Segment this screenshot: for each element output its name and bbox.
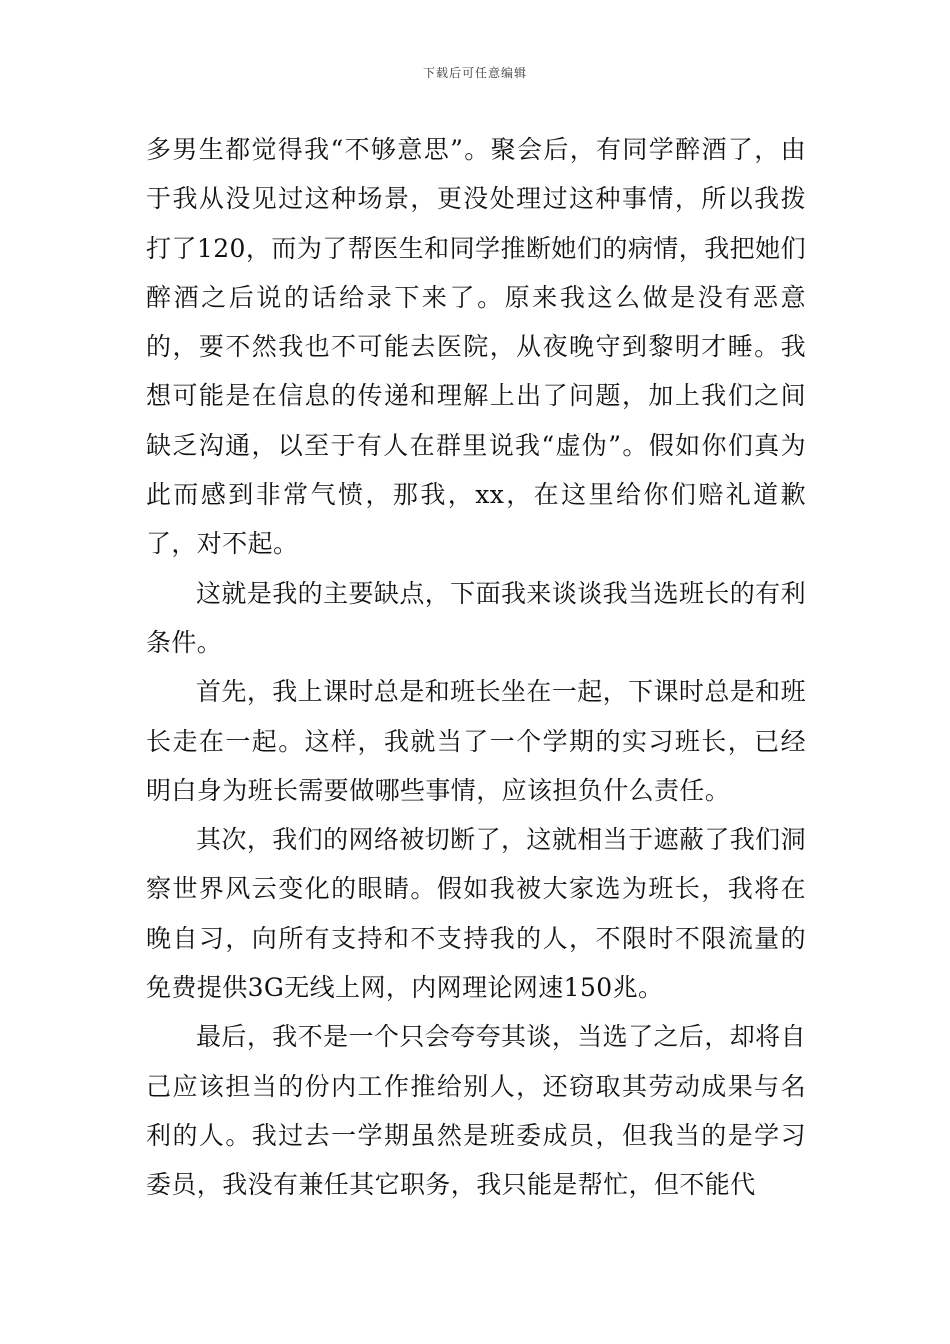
paragraph-2: 这就是我的主要缺点，下面我来谈谈我当选班长的有利条件。: [146, 578, 806, 657]
paragraph-4: 其次，我们的网络被切断了，这就相当于遮蔽了我们洞察世界风云变化的眼睛。假如我被大家选为班长，我将在晚自习，向所有支持和不支持我的人，不限时不限流量的免费提供3G无线上网，内网理论网速150兆。: [146, 825, 806, 1003]
paragraph-3: 首先，我上课时总是和班长坐在一起，下课时总是和班长走在一起。这样，我就当了一个学期的实习班长，已经明白身为班长需要做哪些事情，应该担负什么责任。: [146, 677, 806, 805]
page-header: 下载后可任意编辑: [422, 66, 527, 80]
paragraph-5: 最后，我不是一个只会夸夸其谈，当选了之后，却将自己应该担当的份内工作推给别人，还窃取其劳动成果与名利的人。我过去一学期虽然是班委成员，但我当的是学习委员，我没有兼任其它职务，我只能是帮忙，但不能代: [146, 1022, 806, 1200]
document-body: [146, 125, 806, 1210]
paragraph-1: 多男生都觉得我“不够意思”。聚会后，有同学醉酒了，由于我从没见过这种场景，更没处理过这种事情，所以我拨打了120，而为了帮医生和同学推断她们的病情，我把她们醉酒之后说的话给录下来了。原来我这么做是没有恶意的，要不然我也不可能去医院，从夜晚守到黎明才睡。我想可能是在信息的传递和理解上出了问题，加上我们之间缺乏沟通，以至于有人在群里说我“虚伪”。假如你们真为此而感到非常气愤，那我，xx，在这里给你们赔礼道歉了，对不起。: [146, 135, 806, 559]
